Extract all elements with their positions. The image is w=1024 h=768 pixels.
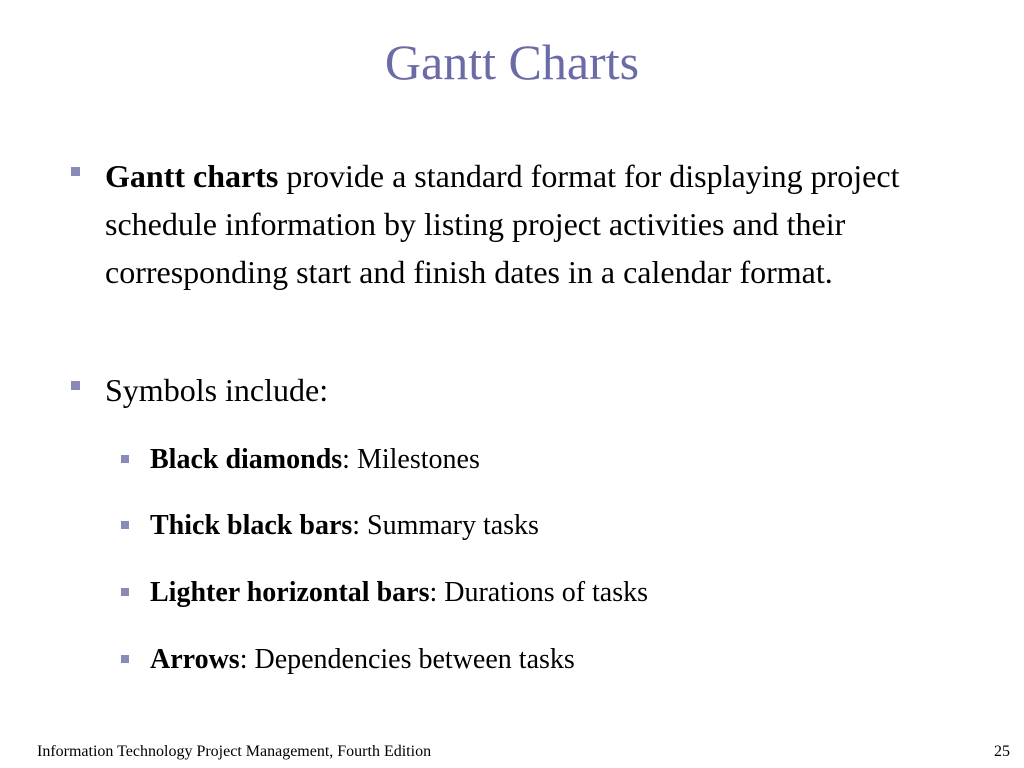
page-number: 25 [994,743,1010,760]
square-bullet-icon [121,588,129,596]
sub-bullet-item [121,575,921,611]
sub-bullet-body: : Durations of tasks [429,577,649,608]
sub-bullet-item [121,508,921,544]
bullet-bold-term: Gantt charts [105,158,279,194]
sub-bullet-body: : Summary tasks [352,510,539,541]
sub-bullet-text [150,575,648,611]
square-bullet-icon [71,381,80,390]
bullet-text [105,366,328,414]
slide-title: Gantt Charts [384,34,640,90]
sub-bullet-item [121,442,921,478]
sub-bullet-body: : Dependencies between tasks [239,644,575,675]
sub-bullet-bold-term: Lighter horizontal bars [150,577,430,608]
square-bullet-icon [121,455,129,463]
square-bullet-icon [121,521,129,529]
sub-bullet-bold-term: Black diamonds [150,444,343,475]
bullet-body: Symbols include: [105,372,329,408]
bullet-item [71,366,911,414]
square-bullet-icon [71,167,80,176]
bullet-item [71,152,911,296]
bullet-body: provide a standard format for displaying project schedule information by listing project activities and their corresponding start and finish dates in a calendar format. [105,158,900,290]
sub-bullet-item [121,642,921,678]
sub-bullet-text [150,508,539,544]
sub-bullet-text [150,642,575,678]
square-bullet-icon [121,655,129,663]
sub-bullet-bold-term: Thick black bars [150,510,353,541]
footer-source: Information Technology Project Management, Fourth Edition [37,743,432,760]
bullet-text [105,152,911,296]
sub-bullet-text [150,442,480,478]
sub-bullet-body: : Milestones [342,444,480,475]
sub-bullet-bold-term: Arrows [150,644,240,675]
